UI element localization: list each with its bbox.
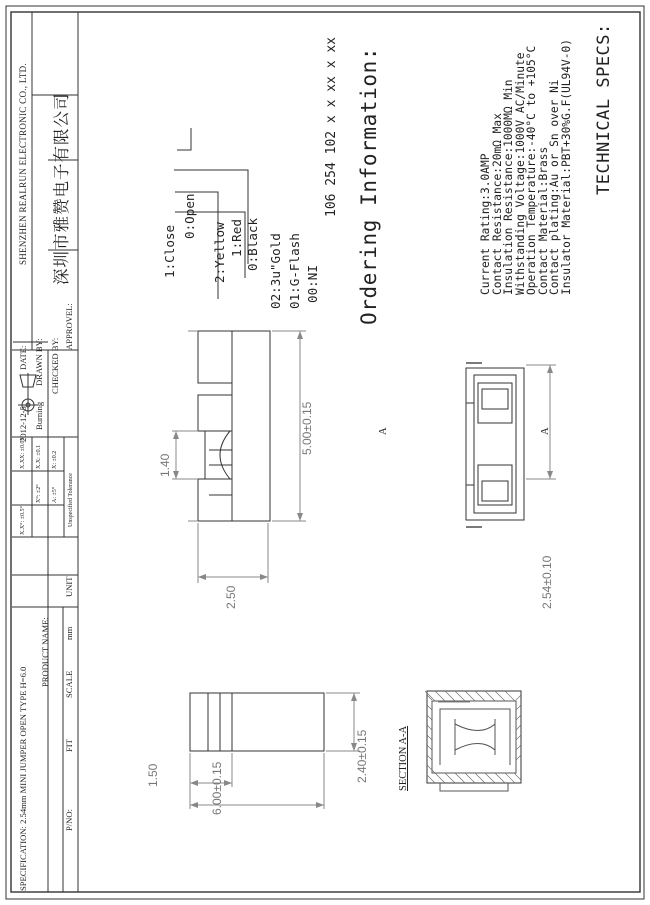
pno-label: P/NO: bbox=[64, 809, 74, 831]
spec-line: Contact Resistance:20mΩ Max bbox=[490, 113, 504, 295]
company-name-en: SHENZHEN REALRUN ELECTRONIC CO., LTD. bbox=[18, 62, 28, 265]
top-view-drawing bbox=[172, 331, 306, 583]
scale-label: SCALE bbox=[64, 670, 74, 698]
spec-line: Current Rating:3.0AMP bbox=[479, 153, 492, 295]
fit-label: FIT bbox=[64, 739, 74, 752]
option-color-yellow: 2:Yellow bbox=[212, 222, 227, 283]
unit-label: UNIT bbox=[64, 576, 74, 597]
option-plating-gold: 02:3u"Gold bbox=[268, 233, 283, 309]
option-plating-flash: 01:G-Flash bbox=[287, 233, 302, 309]
specs-title: TECHNICAL SPECS: bbox=[594, 23, 614, 195]
section-marker-bottom: A bbox=[540, 427, 551, 435]
ordering-title: Ordering Information: bbox=[357, 46, 381, 325]
spec-line: Insulator Material:PBT+30%G.F(UL94V-0) bbox=[559, 39, 573, 295]
date-label: DATE: bbox=[18, 345, 28, 370]
tolerance-item: X°: ±2° bbox=[36, 484, 42, 503]
spec-line: Operation Temperature:-40°C to +105°C bbox=[525, 45, 538, 295]
section-label: SECTION A-A bbox=[398, 725, 409, 791]
date-value: 2012-12-5 bbox=[18, 406, 28, 442]
section-marker-top: A bbox=[378, 427, 389, 435]
tolerance-item: A: ±5° bbox=[52, 486, 58, 503]
approvel-label: APPROVEL: bbox=[64, 303, 74, 350]
spec-line: Withstanding Voltage:1000V AC/Minute bbox=[513, 52, 527, 295]
drawn-by-value: Burning bbox=[34, 401, 44, 430]
specs-list bbox=[480, 25, 572, 295]
option-color-black: 0:Black bbox=[245, 217, 260, 271]
option-color-red: 1:Red bbox=[229, 219, 244, 257]
specification: SPECIFICATION: 2.54mm MINI JUMPER OPEN TYPE H=6.0 bbox=[18, 666, 28, 891]
tolerance-item: X.X: ±0.1 bbox=[36, 444, 42, 469]
section-hatching bbox=[425, 691, 521, 783]
tolerance-title: Unspecified Tolerance bbox=[68, 473, 74, 527]
dim-top-width: 2.50 bbox=[224, 585, 238, 609]
section-view-drawing bbox=[427, 691, 521, 791]
unit-value: mm bbox=[64, 626, 74, 640]
tolerance-item: X.XX: ±0.05 bbox=[20, 437, 26, 469]
tolerance-item: X.X°: ±0.5° bbox=[20, 506, 26, 535]
option-type-open: 0:Open bbox=[182, 193, 197, 239]
option-plating-ni: 00:NI bbox=[305, 265, 320, 303]
dim-side-length: 6.00±0.15 bbox=[210, 761, 224, 815]
dim-pitch: 2.54±0.10 bbox=[540, 555, 554, 609]
dim-side-height: 2.40±0.15 bbox=[355, 729, 369, 783]
product-name-label: PRODUCT NAME: bbox=[40, 617, 50, 687]
tolerance-item: X: ±0.2 bbox=[52, 450, 58, 469]
front-view-drawing bbox=[466, 363, 556, 527]
spec-line: Contact plating:Au or Sn over Ni bbox=[548, 79, 561, 295]
checked-by-label: CHECKED BY: bbox=[50, 337, 60, 394]
option-type-close: 1:Close bbox=[162, 224, 177, 278]
spec-line: Contact Material:Brass bbox=[536, 146, 550, 295]
ordering-code: 106 254 102 x x xx x xx bbox=[324, 36, 339, 217]
dim-side-inner: 1.50 bbox=[146, 763, 160, 787]
drawn-by-label: DRAWN BY: bbox=[34, 338, 44, 386]
spec-line: Insulation Resistance:1000MΩ Min bbox=[502, 79, 515, 295]
dim-top-height: 5.00±0.15 bbox=[300, 401, 314, 455]
technical-specs bbox=[594, 23, 614, 195]
company-name-cn: 深圳市雅赞电子有限公司 bbox=[52, 92, 71, 285]
dim-top-inner: 1.40 bbox=[158, 453, 172, 477]
